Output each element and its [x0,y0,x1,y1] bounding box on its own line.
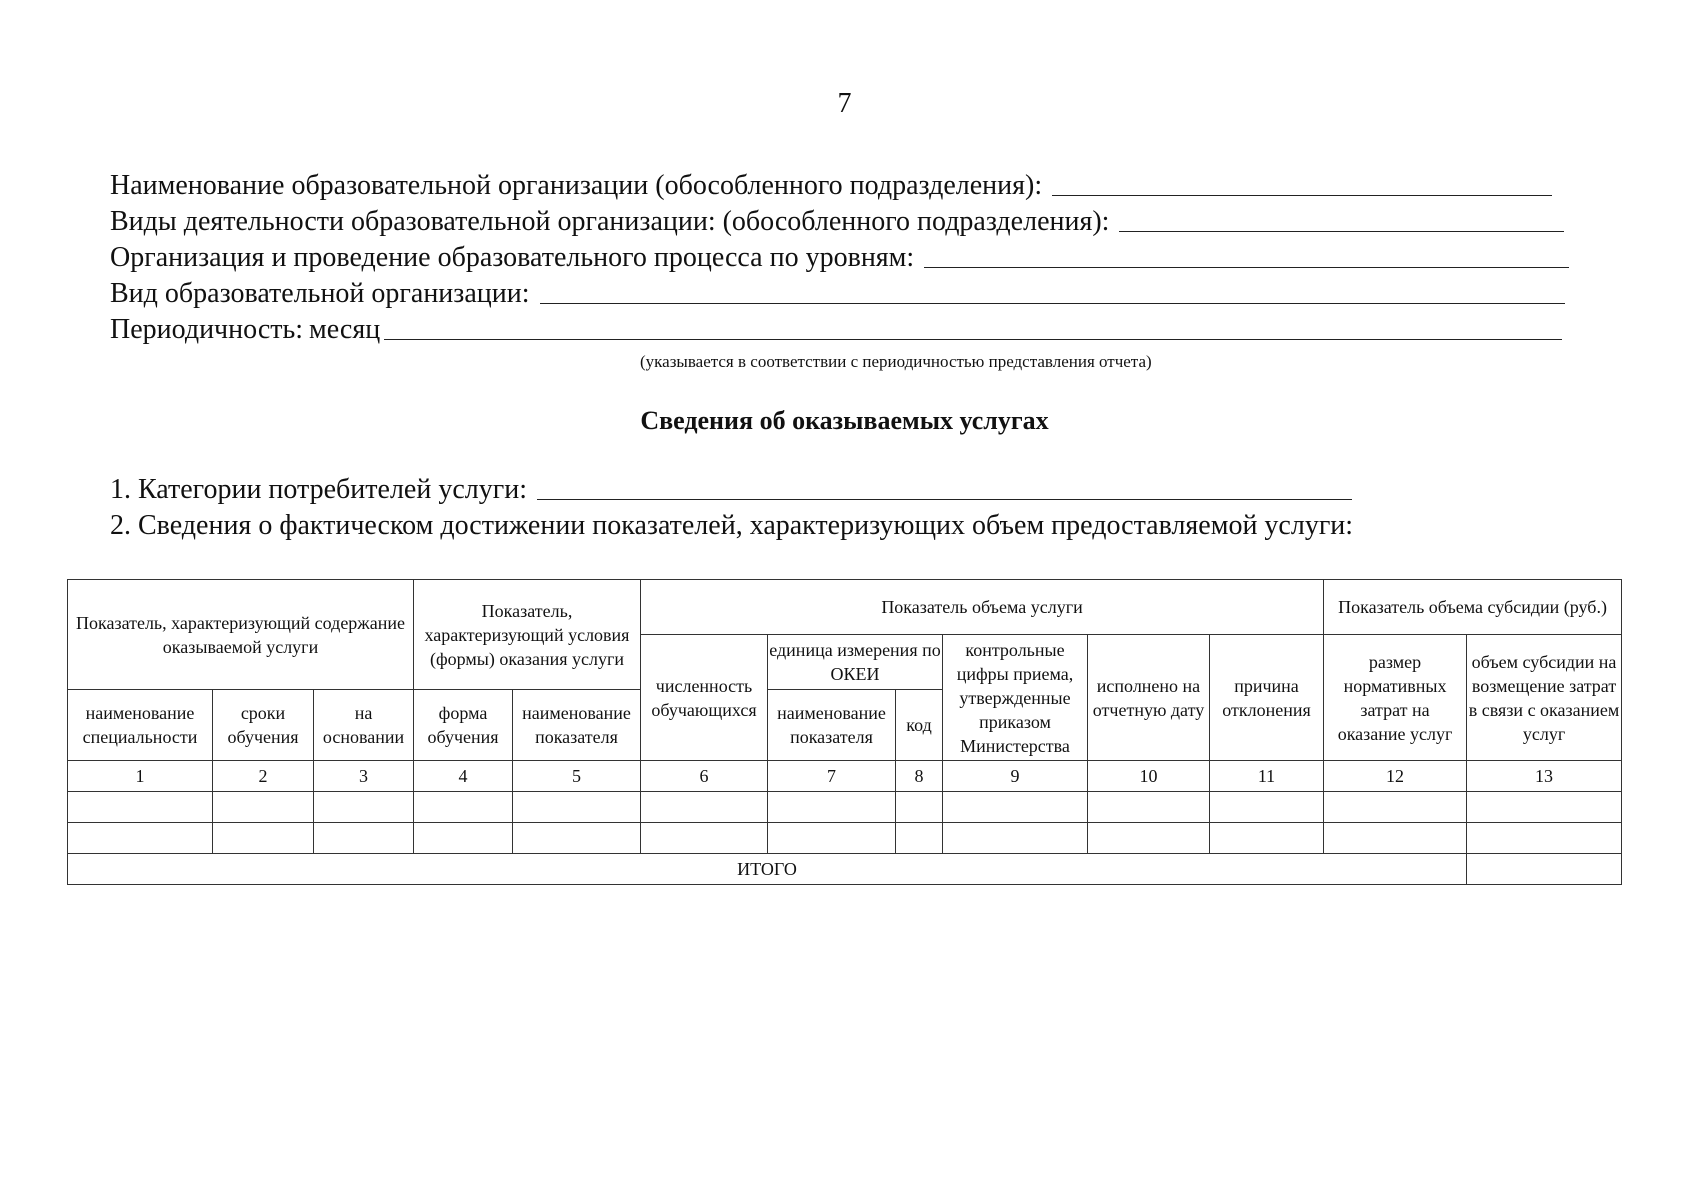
total-label: ИТОГО [68,854,1467,885]
table-cell[interactable] [1324,823,1467,854]
header-study-terms: сроки обучения [213,690,314,761]
column-number: 11 [1210,761,1324,792]
periodicity-hint: (указывается в соответствии с периодичностью представления отчета) [640,352,1152,371]
field-org-name-input[interactable] [1052,194,1552,196]
consumer-categories-input[interactable] [537,498,1352,500]
field-org-type-input[interactable] [540,302,1565,304]
column-number: 9 [943,761,1088,792]
consumer-categories-label: 1. Категории потребителей услуги: [110,474,527,505]
table-cell[interactable] [414,823,513,854]
header-specialty-name: наименование специальности [68,690,213,761]
field-process-levels-label: Организация и проведение образовательного процесса по уровням: [110,242,915,273]
header-okei-unit: единица измерения по ОКЕИ [768,635,943,690]
table-cell[interactable] [641,792,768,823]
field-org-type [110,278,1565,310]
column-number: 6 [641,761,768,792]
table-cell[interactable] [1467,823,1622,854]
table-cell[interactable] [1467,792,1622,823]
column-number: 3 [314,761,414,792]
field-periodicity-line[interactable] [384,338,1562,340]
table-cell[interactable] [1324,792,1467,823]
table-cell[interactable] [1210,792,1324,823]
header-normative-costs: размер нормативных затрат на оказание услуг [1324,635,1467,761]
total-value-cell[interactable] [1467,854,1622,885]
field-process-levels-input[interactable] [924,266,1569,268]
indicators-intro-label: 2. Сведения о фактическом достижении показателей, характеризующих объем предоставляемой услуги: [110,510,1354,541]
table-row [68,792,1622,823]
table-cell[interactable] [213,823,314,854]
header-subsidy-indicator: Показатель объема субсидии (руб.) [1324,580,1622,635]
table-cell[interactable] [314,792,414,823]
table-cell[interactable] [943,823,1088,854]
indicators-intro [110,510,1353,542]
header-basis: на основании [314,690,414,761]
column-number: 4 [414,761,513,792]
header-deviation-reason: причина отклонения [1210,635,1324,761]
table-cell[interactable] [68,792,213,823]
column-number: 13 [1467,761,1622,792]
table-cell[interactable] [213,792,314,823]
column-number: 7 [768,761,896,792]
table-cell[interactable] [1088,823,1210,854]
field-org-name-label: Наименование образовательной организации (обособленного подразделения): [110,170,1043,201]
header-control-figures: контрольные цифры приема, утвержденные приказом Министерства [943,635,1088,761]
table-cell[interactable] [1088,792,1210,823]
header-conditions-indicator: Показатель, характеризующий условия (формы) оказания услуги [414,580,641,690]
section-title: Сведения об оказываемых услугах [640,406,1049,435]
header-volume-indicator: Показатель объема услуги [641,580,1324,635]
header-unit-code: код [896,690,943,761]
field-periodicity-value: месяц [309,314,381,345]
table-cell[interactable] [896,792,943,823]
column-number: 5 [513,761,641,792]
column-number: 12 [1324,761,1467,792]
header-executed: исполнено на отчетную дату [1088,635,1210,761]
header-subsidy-volume: объем субсидии на возмещение затрат в связи с оказанием услуг [1467,635,1622,761]
page-number: 7 [837,88,852,119]
field-org-type-label: Вид образовательной организации: [110,278,530,309]
field-periodicity [110,314,1562,346]
table-cell[interactable] [641,823,768,854]
field-activity-types-label: Виды деятельности образовательной организации: (обособленного подразделения): [110,206,1110,237]
field-org-name [110,170,1552,202]
header-content-indicator: Показатель, характеризующий содержание оказываемой услуги [68,580,414,690]
header-unit-name: наименование показателя [768,690,896,761]
header-study-form: форма обучения [414,690,513,761]
total-row [68,854,1622,885]
column-number: 2 [213,761,314,792]
table-cell[interactable] [68,823,213,854]
column-number: 8 [896,761,943,792]
column-number: 1 [68,761,213,792]
table-row [68,823,1622,854]
column-number: 10 [1088,761,1210,792]
header-student-count: численность обучающихся [641,635,768,761]
table-cell[interactable] [414,792,513,823]
field-process-levels [110,242,1569,274]
services-table [67,579,1622,885]
table-cell[interactable] [943,792,1088,823]
header-indicator-name: наименование показателя [513,690,641,761]
table-cell[interactable] [314,823,414,854]
table-cell[interactable] [768,792,896,823]
table-cell[interactable] [513,823,641,854]
table-cell[interactable] [768,823,896,854]
table-cell[interactable] [1210,823,1324,854]
field-periodicity-label: Периодичность: [110,314,304,345]
consumer-categories [110,474,1352,506]
table-cell[interactable] [513,792,641,823]
field-activity-types-input[interactable] [1119,230,1564,232]
table-cell[interactable] [896,823,943,854]
field-activity-types [110,206,1564,238]
